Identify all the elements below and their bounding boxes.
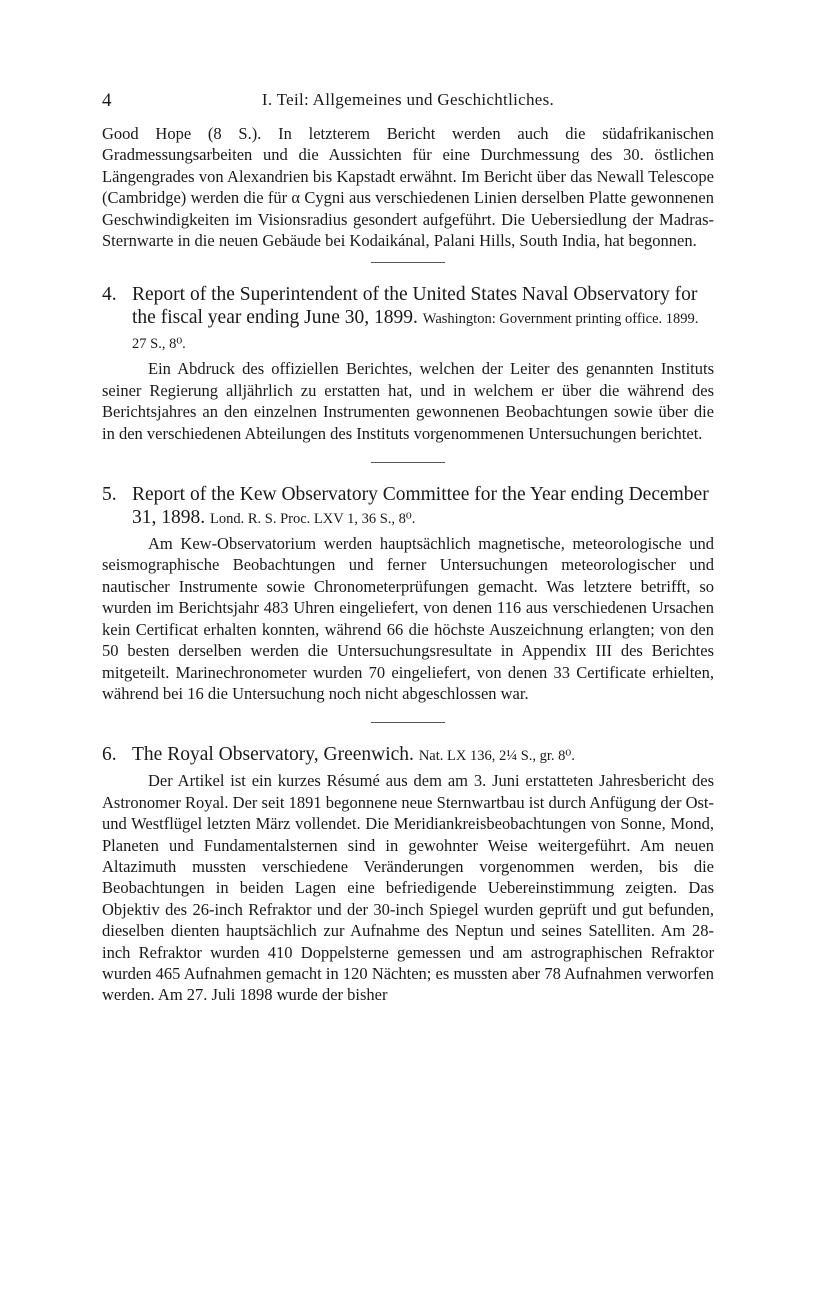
running-header bbox=[102, 90, 714, 118]
entry-number: 6. bbox=[102, 744, 117, 766]
entry-5 bbox=[102, 483, 714, 704]
entry-citation: Nat. LX 136, 2¼ S., gr. 8⁰. bbox=[418, 748, 575, 765]
entry-body: Ein Abdruck des offiziellen Berichtes, welchen der Leiter des genannten Instituts seiner Regierung alljährlich zu erstatten hat, und in welchem er über die während des Berichtsjahres an den einzelnen Instrumenten gewonnenen Beobachtungen sowie über die in den verschiedenen Abteilungen des Instituts vorgenommenen Untersuchungen berichtet. bbox=[102, 359, 714, 443]
entry-heading bbox=[102, 483, 714, 531]
entry-title: The Royal Observatory, Greenwich. bbox=[132, 744, 414, 766]
entry-heading bbox=[102, 743, 714, 768]
entry-citation: Washington: Government printing office. 1899. 27 S., 8⁰. bbox=[132, 311, 699, 353]
intro-paragraph: Good Hope (8 S.). In letzterem Bericht werden auch die südafrikanischen Gradmessungsarbeiten und die Aussichten für eine Durchmessung des 30. östlichen Längengrades von Alexandrien bis Kapstadt erwähnt. Im Bericht über das Newall Telescope (Cambridge) werden die für α Cygni aus verschiedenen Linien derselben Platte gewonnenen Geschwindigkeiten im Visionsradius gesondert aufgeführt. Die Uebersiedlung der Madras-Sternwarte in die neuen Gebäude bei Kodaikánal, Palani Hills, South India, hat begonnen. bbox=[102, 124, 714, 251]
running-title: I. Teil: Allgemeines und Geschichtliches. bbox=[261, 90, 555, 109]
entry-number: 4. bbox=[102, 284, 117, 306]
entry-title: Report of the Kew Observatory Committee for the Year ending December 31, 1898. bbox=[132, 484, 709, 529]
section-divider bbox=[371, 722, 445, 723]
document-page bbox=[102, 90, 714, 1006]
entry-number: 5. bbox=[102, 484, 117, 506]
page-number: 4 bbox=[102, 90, 112, 111]
entry-body: Am Kew-Observatorium werden hauptsächlich magnetische, meteorologische und seismographische Beobachtungen und ferner Untersuchungen meteorologischer und nautischer Instrumente sowie Chronometerprüfungen gemacht. Was letztere betrifft, so wurden im Berichtsjahr 483 Uhren eingeliefert, von denen 116 aus verschiedenen Ursachen kein Certificat erhalten konnten, während 66 die höchste Auszeichnung erlangten; von den 50 besten derselben werden die Untersuchungsresultate in Appendix III des Berichtes mitgeteilt. Marinechronometer wurden 70 eingeliefert, von denen 33 Certificate erhielten, während bei 16 die Untersuchung noch nicht abgeschlossen war. bbox=[102, 534, 714, 703]
section-divider bbox=[371, 262, 445, 263]
entry-body: Der Artikel ist ein kurzes Résumé aus dem am 3. Juni erstatteten Jahresbericht des Astronomer Royal. Der seit 1891 begonnene neue Sternwartbau ist durch Anfügung der Ost- und Westflügel letzten März vollendet. Die Meridiankreisbeobachtungen von Sonne, Mond, Planeten und Fundamentalsternen sind in gewohnter Weise weitergeführt. Am neuen Altazimuth mussten verschiedene Veränderungen vorgenommen werden, bis die Beobachtungen in beiden Lagen eine befriedigende Uebereinstimmung zeigten. Das Objektiv des 26-inch Refraktor und der 30-inch Spiegel wurden geprüft und gut befunden, dieselben dienten hauptsächlich zur Aufnahme des Neptun und seines Satelliten. Am 28-inch Refraktor wurden 410 Doppelsterne gemessen und am astrographischen Refraktor wurden 465 Aufnahmen gemacht in 120 Nächten; es mussten aber 78 Aufnahmen verworfen werden. Am 27. Juli 1898 wurde der bisher bbox=[102, 771, 714, 1005]
entry-citation: Lond. R. S. Proc. LXV 1, 36 S., 8⁰. bbox=[210, 511, 416, 528]
entry-heading bbox=[102, 283, 714, 356]
entry-4 bbox=[102, 283, 714, 444]
section-divider bbox=[371, 462, 445, 463]
entry-title: Report of the Superintendent of the United States Naval Observatory for the fiscal year ending June 30, 1899. bbox=[132, 284, 698, 329]
entry-6 bbox=[102, 743, 714, 1005]
